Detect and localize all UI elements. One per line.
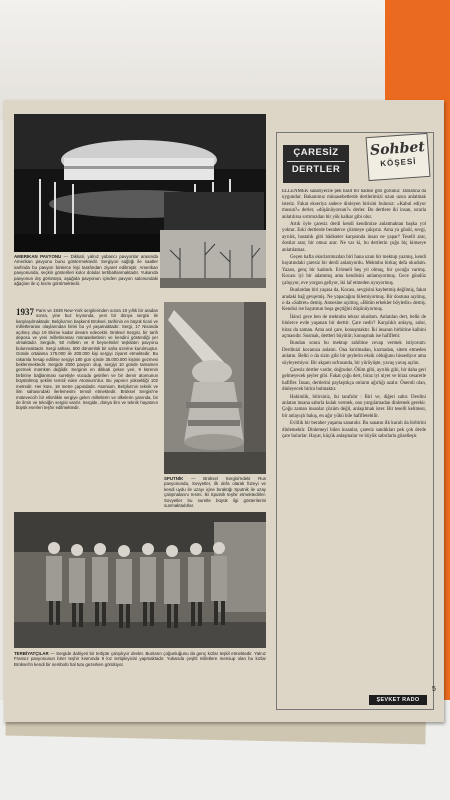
column-paragraph: Evlilik bir beraber yaşama sanatıdır. Bu sanatın ilk kuralı da birbirini dinlemektir. Dinlemeyi bilen insanlar, çaresiz sandıkları pek çok derde çare bulurlar. Hayat, küçük anlaşmalar ve büyük sabırlarla güzelleşir.: [282, 421, 426, 440]
hostesses-caption-title: TERBİYATÇILAR: [14, 651, 49, 656]
magazine-page: [4, 100, 444, 722]
heading-line-2: DERTLER: [291, 164, 341, 175]
column-paragraph: İkinci gece ben de mektubu tekrar okudum. Anlatılan dert, belki de binlerce evde yaşanan bir derttir. Çare nedir? Karşılıklı anlayış, sabır, biraz da zaman. Ama asıl çare, konuşmaktır. İki insanın birbirine kalbini açmasıdır. Susmak, dertleri büyütür; konuşmak ise hafifletir.: [282, 314, 426, 339]
pavilion-caption-title: AMERIKAN PAVYONU: [14, 254, 62, 259]
column-paragraph: Çaresiz dertler vardır, doğrudur. Ölüm gibi, ayrılık gibi, bir daha geri gelmeyecek şeyler gibi. Fakat çoğu dert, biraz iyi niyet ve biraz cesaretle hafifler. İnsan, dertlerini paylaştıkça onların ağırlığı azalır. Önemli olan, dinleyecek birini bulmaktır.: [282, 367, 426, 393]
article-year: 1937: [16, 308, 34, 317]
sputnik-illustration: [164, 302, 266, 474]
column-heading: [283, 145, 349, 183]
author-name: ŞEVKET RADO: [369, 695, 427, 705]
trees-illustration: [160, 230, 266, 288]
sohbet-column: [276, 132, 434, 710]
hostesses-illustration: [14, 512, 266, 648]
column-paragraph: ELLENMEK sanatiyecile pek basit bir hâdise gibi görünür. Tabiatına da uygundur. Bakanımız münasebetlerde dertlerimizi uzun uzun anlatmak isteriz. Fakat ekseriya sadece dinleyen birisini buluruz: «Kabul ediyor musun?» derler, «düşünüyorsun?» derler. Bu dertlere iki insan, ısrarla anlatılırsa sırtımızdan bir yük kalkar gibi olur.: [282, 189, 426, 220]
pavilion-caption-text: — Dikkati, yalnız yabancı pavyonlar arasında Amerikan pavyonu bunu göstermektedir. Sergiyon sağlığı ile saatler sarfında bu pavyon binlerce kişi tarafından ziyaret edilmiştir. Amerikan pavyonunda, seçkin gösterileri kolor dolular tertibatlanmaktadır. Yukarıda pavyonun dış görünüşü, aşağıda pavyonun içinden pavyon salonundaki ağaçları ile iç kısmı görülmektedir.: [14, 254, 158, 287]
column-paragraph: Bunlardan biri yaşasa da, Kocası, sevgisini kaybetmiş değilmiş, fakat aradaki bağ gevşemiş. Ne yapacağını bilemiyormuş. Bir dostuna açılmış, o da «Sabret» demiş. Annesine açılmış, «Bütün erkekler böyledir» demiş. Kendisi ise hayatının boşa geçtiğini düşünüyormuş.: [282, 288, 426, 313]
hostesses-photo: [14, 512, 266, 648]
column-paragraph: Geçen hafta okurlarımızdan biri bana uzun bir mektup yazmış, kendi hayatındaki çaresiz bir derdi anlatıyordu. Mektubu birkaç defa okudum. Yazan, genç bir kadındı. Evleneli beş yıl olmuş, bir çocuğu varmış. Kocası iyi bir adammış ama kendisini anlamıyormuş. Gece gündüz çalışıyor, eve yorgun geliyor, iki laf etmeden uyuyormuş.: [282, 255, 426, 286]
column-text: [282, 189, 426, 694]
page-number: 5: [432, 686, 436, 693]
pavilion-caption: [14, 254, 158, 294]
column-paragraph: Hakimlik, bilirsiniz, iki tarafıdır : Biri ve, diğeri sabır. Derdini anlatan insana sabırla kulak vermek, onu yargılamadan dinlemek gerekir. Çoğu zaman insanlar çözüm değil, anlaşılmak ister. Bir teselli kelimesi, bir anlayışlı bakış, en ağır yükü bile hafifletebilir.: [282, 394, 426, 419]
heading-line-1: ÇARESİZ: [293, 147, 339, 158]
logo-line-2: KÖŞESİ: [379, 156, 417, 169]
logo-line-1: Sohbet: [369, 139, 426, 159]
sohbet-logo: [366, 133, 431, 181]
sputnik-caption-title: SPUTNİK: [164, 476, 184, 481]
article-body: [16, 308, 158, 508]
pavilion-interior-photo: [160, 230, 266, 288]
hostesses-caption-text: — Sergide dahiyeti bir tertipte çalışılıyor devlet. Bunların çoğunluğunu da genç kızlar teşkil etmektedir. Yalnız Fransız pavyonunun birer teşhir kısmında 9 kız tertipleyicisi yapmaktadır. Yukarıda çeşitli milletlere mensup olan bu kızlar Brüksel'in kendi bir sembolü hal tutu gezerken görülüyor.: [14, 651, 266, 667]
article-text: Paris ve 1939 New-York sergilerinden sonra 19 yıllık bir aradan sonra, yine buz kıyısında, yeni bir dünya sergisi ile karşılaşılmaktadır. Belçika'nın başkenti Brüksel, tarihinin en büyük ticari ve milletlerarası olaylarından birini bu yıl yaşamaktadır. Sergi, 17 Nisanda açılmış olup 19 Ekime kadar devam edecektir. Brüksel Sergisi, bir tarih deposu ve yeni milletlerarası münasebetlerin ve kendini gösterdiği yer olmaktadır. Sergide, 50 milletin ve 8 beynelmilel teşkilatın pavyonu bulunmaktadır. Sergi sahası, 500 dönümlük bir saha üzerine kurulmuştur. Günde ortalama 175.000 ile 200.000 kişi sergiyi ziyaret etmektedir. Bu rakamla hesap edilirse sergiyi 180 gün içinde 35.000.000 kişinin gezmesi beklenmektedir. Sergide 2000 pavyon olup, sergiyi 10 günde tamamen gezmek mümkün değildir. Serginin en dikkati çeken yeri, 9 kürenin birbirine bağlanması suretiyle vücuda getirilen ve bir demir atomunun büyütülmüş şeklini temsil eden Atomium'dur. Bu yapının yüksekliği 102 metredir. Her küre, 18 metre çapındadır. Atomium, Belçika'nın teknik ve ilim sahasındaki ilerlemesini temsil etmektedir. Brüksel Sergisi'ne müteveccih bir etkinlikle sergiye gelen milletlerin ve ülkelerin yanında, bir de ilmin ve tekniğin sergisi vardır. Sergide, dünya ilim ve teknik hayatının büyük eserleri teşhir edilmektedir.: [16, 308, 158, 411]
sputnik-photo: [164, 302, 266, 474]
sputnik-caption: [164, 476, 266, 512]
column-paragraph: Bundan sonra bu mektup sahibine cevap vermek istiyorum: Derdinizi kocanıza anlatın. Ona kırılmadan, kızmadan, sitem etmeden anlatın. Belki o da sizin gibi bir şeylerin eksik olduğunu hissediyor ama söyleyemiyor. Bir akşam sofrasında, bir yürüyüşte, yavaş yavaş açılın.: [282, 341, 426, 366]
hostesses-caption: [14, 651, 266, 675]
sputnik-caption-text: — Brüksel Sergisi'ndeki Rus pavyonunda, Sovyetler, ilk defa olarak füzeyi ve kendi uydu ile uzayı içine bıraktığı Sputnik ile uzay çalışmalarını resmi. İki Sputnik teşhir etmektedirler. Sovyetler bu suretle büyük ilgi gösterilerini sunmaktadırlar.: [164, 476, 266, 509]
column-paragraph: Artık öyle çaresiz derdi kendi kendimize anlatmaktan başka yol yoktur. Eski dertlerde beraberce çözmeye çalışırız. Ama ya gönül, sevgi, ayrılık, hastalık gibi hâdiseler karşısında insan ne yapar? Teselli arar, dostlar arar, bir omuz arar. Ne var ki, bu dertlerin çoğu hiç kimseye anlatılamaz.: [282, 222, 426, 253]
